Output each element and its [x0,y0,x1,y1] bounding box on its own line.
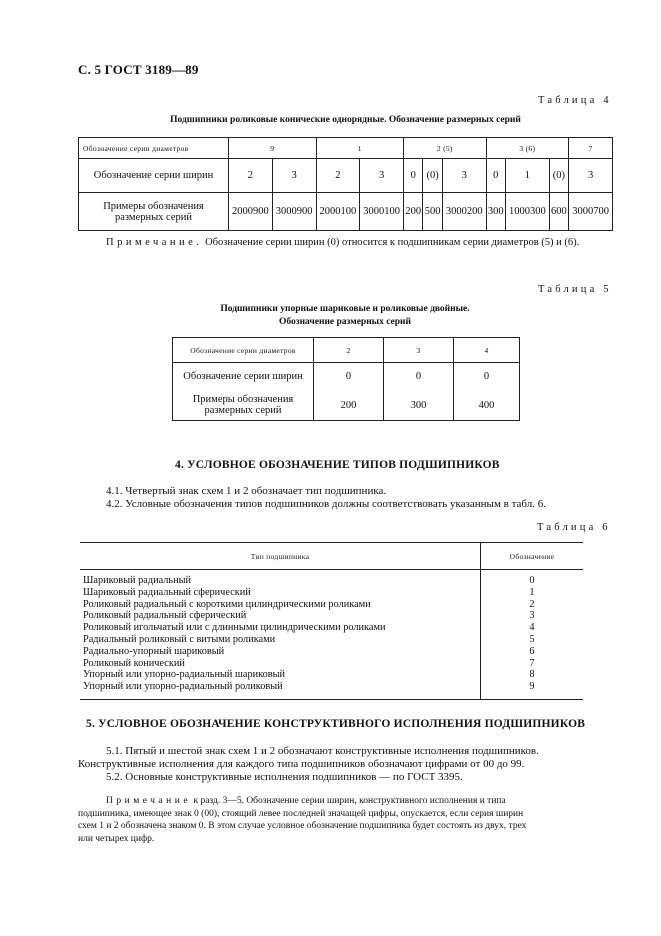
table4-width: (0) [549,159,568,193]
table4-width: 1 [505,159,549,193]
page-header: С. 5 ГОСТ 3189—89 [78,62,199,77]
table5-width: 0 [384,363,454,391]
table6-code-cell [481,570,584,700]
table4-example: 300 [486,193,505,231]
note2-line4: или четырех цифр. [78,833,155,844]
table6-row-code: 8 [529,669,535,681]
table5-example: 400 [454,391,520,421]
table4-caption: Таблица 4 [538,95,612,106]
table6-row-type: Роликовый радиальный с короткими цилиндрическими роликами [83,598,371,610]
table6-row-code: 2 [529,598,535,610]
table4-note [106,237,579,248]
table6-row-type: Роликовый игольчатый или с длинными цилиндрическими роликами [83,622,386,634]
table6-row-code: 5 [529,633,535,645]
table4-title: Подшипники роликовые конические однорядные. Обозначение размерных серий [170,115,521,125]
table4-example: 200 [404,193,423,231]
table4-width-label: Обозначение серии ширин [79,159,229,193]
table5-diam: 3 [384,338,454,363]
table6-row-code: 1 [529,586,535,598]
table5-caption: Таблица 5 [538,284,612,295]
section4-p1: 4.1. Четвертый знак схем 1 и 2 обозначает тип подшипника. [106,485,387,497]
table5-width: 0 [454,363,520,391]
table4-example: 2000900 [229,193,273,231]
table6 [80,542,583,700]
table4-example: 3000700 [569,193,613,231]
section4-p2: 4.2. Условные обозначения типов подшипников должны соответствовать указанным в табл. 6. [106,498,546,510]
table6-row-code: 9 [529,681,535,693]
table4-example: 500 [423,193,442,231]
table6-row-code: 4 [529,622,535,634]
table5-examples-label: Примеры обозначения размерных серий [173,391,314,421]
section5-p1a: 5.1. Пятый и шестой знак схем 1 и 2 обозначают конструктивные исполнения подшипников. [106,745,539,757]
table4-diam: 7 [569,138,613,159]
table6-row-code: 6 [529,645,535,657]
table4-example: 3000100 [360,193,404,231]
note2-line1-row [78,795,618,808]
note2-line3: схем 1 и 2 обозначена знаком 0. В этом случае условное обозначение подшипника будет состоять из двух, трех [78,821,527,831]
table5-head-label: Обозначение серии диаметров [173,338,314,363]
table4-width: 2 [316,159,360,193]
table4-width: 0 [404,159,423,193]
note-label: Примечание. [106,237,203,248]
table5-title-line2: Обозначение размерных серий [278,317,412,327]
table4-diam: 2 (5) [404,138,487,159]
table4-examples-label: Примеры обозначения размерных серий [79,193,229,231]
table6-row-type: Радиальный роликовый с витыми роликами [83,633,276,645]
table6-caption: Таблица 6 [537,522,611,533]
table5 [172,337,520,421]
table6-row-type: Роликовый радиальный сферический [83,610,247,622]
table4-width: 2 [229,159,273,193]
table6-type-cell [80,570,481,700]
table6-row-code: 0 [529,575,535,586]
table4-width: 3 [442,159,486,193]
table6-row-type: Шариковый радиальный [83,575,192,586]
table6-row-type: Упорный или упорно-радиальный шариковый [83,669,286,681]
table4 [78,137,613,231]
table6-row-code: 3 [529,610,535,622]
table4-width: (0) [423,159,442,193]
table4-example: 2000100 [316,193,360,231]
table4-example: 3000200 [442,193,486,231]
table4-diam: 9 [229,138,317,159]
table4-diam: 1 [316,138,404,159]
table6-row-type: Радиально-упорный шариковый [83,645,225,657]
table4-width: 3 [569,159,613,193]
table4-head-label: Обозначение серии диаметров [79,138,229,159]
section4-title: 4. УСЛОВНОЕ ОБОЗНАЧЕНИЕ ТИПОВ ПОДШИПНИКОВ [175,459,500,471]
note-text: Обозначение серии ширин (0) относится к подшипникам серии диаметров (5) и (6). [205,237,580,248]
table5-example: 300 [384,391,454,421]
note2-label: Примечание [106,796,192,806]
section5-title: 5. УСЛОВНОЕ ОБОЗНАЧЕНИЕ КОНСТРУКТИВНОГО ИСПОЛНЕНИЯ ПОДШИПНИКОВ [86,718,586,730]
table5-width: 0 [314,363,384,391]
note2-line1: к разд. 3—5. Обозначение серии ширин, конструктивного исполнения и типа [193,796,506,806]
table4-width: 3 [272,159,316,193]
table4-example: 1000300 [505,193,549,231]
table4-width: 3 [360,159,404,193]
table5-title [170,303,520,329]
table6-col-type: Тип подшипника [80,543,481,570]
section5-p2: 5.2. Основные конструктивные исполнения подшипников — по ГОСТ 3395. [106,771,463,783]
table5-diam: 4 [454,338,520,363]
note2-line2: подшипника, имеющее знак 0 (00), стоящий левее последней значащей цифры, опускается, если серия ширин [78,808,524,819]
table4-diam: 3 (6) [486,138,569,159]
section5-p1b: Конструктивные исполнения для каждого типа подшипников обозначают цифрами от 00 до 99. [78,758,525,770]
table6-row-code: 7 [529,657,535,669]
table6-row-type: Упорный или упорно-радиальный роликовый [83,681,283,693]
section5-note [78,795,618,845]
table5-width-label: Обозначение серии ширин [173,363,314,391]
table5-title-line1: Подшипники упорные шариковые и роликовые двойные. [220,304,470,314]
table6-col-code: Обозначение [481,543,584,570]
table5-example: 200 [314,391,384,421]
table4-example: 3000900 [272,193,316,231]
table5-diam: 2 [314,338,384,363]
table6-row-type: Роликовый конический [83,657,185,669]
table6-row-type: Шариковый радиальный сферический [83,586,251,598]
table4-width: 0 [486,159,505,193]
table4-example: 600 [549,193,568,231]
